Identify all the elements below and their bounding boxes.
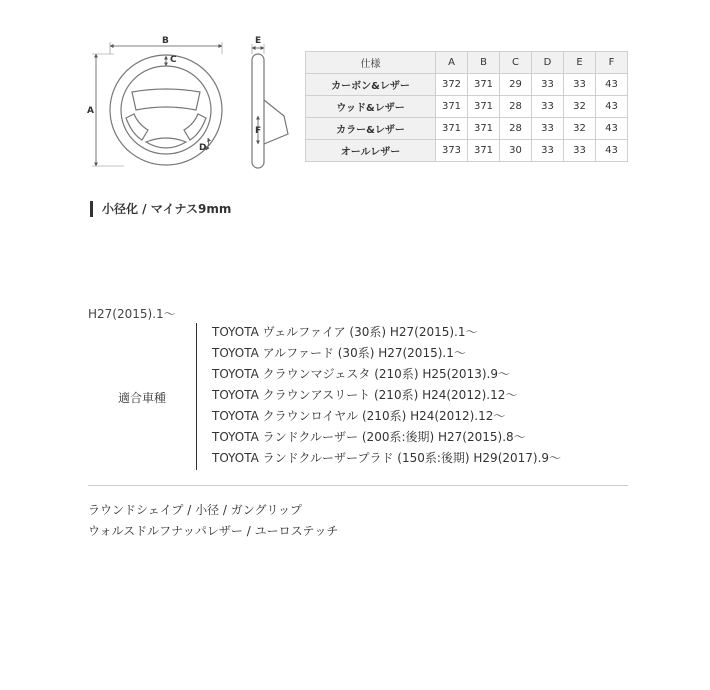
- row-name: カラー&レザー: [306, 118, 436, 140]
- dim-label-c: C: [170, 55, 177, 65]
- list-item: TOYOTA ランドクルーザープラド (150系:後期) H29(2017).9～: [212, 451, 562, 465]
- cell-f: 43: [596, 74, 628, 96]
- description-line: ウォルスドルフナッパレザー / ユーロステッチ: [88, 524, 339, 538]
- spec-table: [305, 51, 628, 162]
- vehicle-list: [212, 322, 561, 469]
- cell-c: 28: [500, 118, 532, 140]
- table-row: [306, 140, 628, 162]
- cell-f: 43: [596, 96, 628, 118]
- spec-table-header-row: [306, 52, 628, 74]
- cell-c: 28: [500, 96, 532, 118]
- divider: [196, 323, 197, 470]
- cell-d: 33: [532, 118, 564, 140]
- product-description: [88, 500, 338, 542]
- dim-label-b: B: [162, 36, 169, 46]
- table-row: [306, 118, 628, 140]
- cell-e: 32: [564, 118, 596, 140]
- cell-a: 372: [436, 74, 468, 96]
- list-item: TOYOTA アルファード (30系) H27(2015).1～: [212, 346, 466, 360]
- cell-e: 33: [564, 74, 596, 96]
- compatible-vehicles: [88, 322, 628, 470]
- header-a: A: [436, 52, 468, 74]
- cell-b: 371: [468, 96, 500, 118]
- wheel-side-view: [252, 54, 288, 168]
- cell-d: 33: [532, 140, 564, 162]
- cell-b: 371: [468, 140, 500, 162]
- row-name: カーボン&レザー: [306, 74, 436, 96]
- header-c: C: [500, 52, 532, 74]
- cell-d: 33: [532, 96, 564, 118]
- dim-label-a: A: [87, 106, 94, 116]
- cell-f: 43: [596, 140, 628, 162]
- list-item: TOYOTA ヴェルファイア (30系) H27(2015).1～: [212, 325, 478, 339]
- dim-label-f: F: [255, 126, 262, 136]
- cell-d: 33: [532, 74, 564, 96]
- dim-label-d: D: [199, 143, 207, 153]
- cell-e: 32: [564, 96, 596, 118]
- dim-label-e: E: [255, 36, 262, 46]
- steering-wheel-dimension-diagram: [84, 30, 304, 180]
- header-d: D: [532, 52, 564, 74]
- list-item: TOYOTA クラウンマジェスタ (210系) H25(2013).9～: [212, 367, 510, 381]
- table-row: [306, 96, 628, 118]
- compatible-vehicles-label: 適合車種: [118, 391, 167, 405]
- list-item: TOYOTA クラウンロイヤル (210系) H24(2012).12～: [212, 409, 506, 423]
- release-date: H27(2015).1～: [88, 307, 176, 321]
- cell-f: 43: [596, 118, 628, 140]
- section-divider: [88, 485, 628, 486]
- cell-c: 29: [500, 74, 532, 96]
- row-name: オールレザー: [306, 140, 436, 162]
- cell-e: 33: [564, 140, 596, 162]
- cell-b: 371: [468, 74, 500, 96]
- header-e: E: [564, 52, 596, 74]
- header-f: F: [596, 52, 628, 74]
- description-line: ラウンドシェイプ / 小径 / ガングリップ: [88, 503, 303, 517]
- cell-a: 371: [436, 96, 468, 118]
- header-spec: 仕様: [306, 52, 436, 74]
- list-item: TOYOTA ランドクルーザー (200系:後期) H27(2015).8～: [212, 430, 526, 444]
- size-note: 小径化 / マイナス9mm: [90, 201, 231, 217]
- cell-c: 30: [500, 140, 532, 162]
- cell-a: 373: [436, 140, 468, 162]
- cell-a: 371: [436, 118, 468, 140]
- row-name: ウッド&レザー: [306, 96, 436, 118]
- table-row: [306, 74, 628, 96]
- cell-b: 371: [468, 118, 500, 140]
- header-b: B: [468, 52, 500, 74]
- list-item: TOYOTA クラウンアスリート (210系) H24(2012).12～: [212, 388, 518, 402]
